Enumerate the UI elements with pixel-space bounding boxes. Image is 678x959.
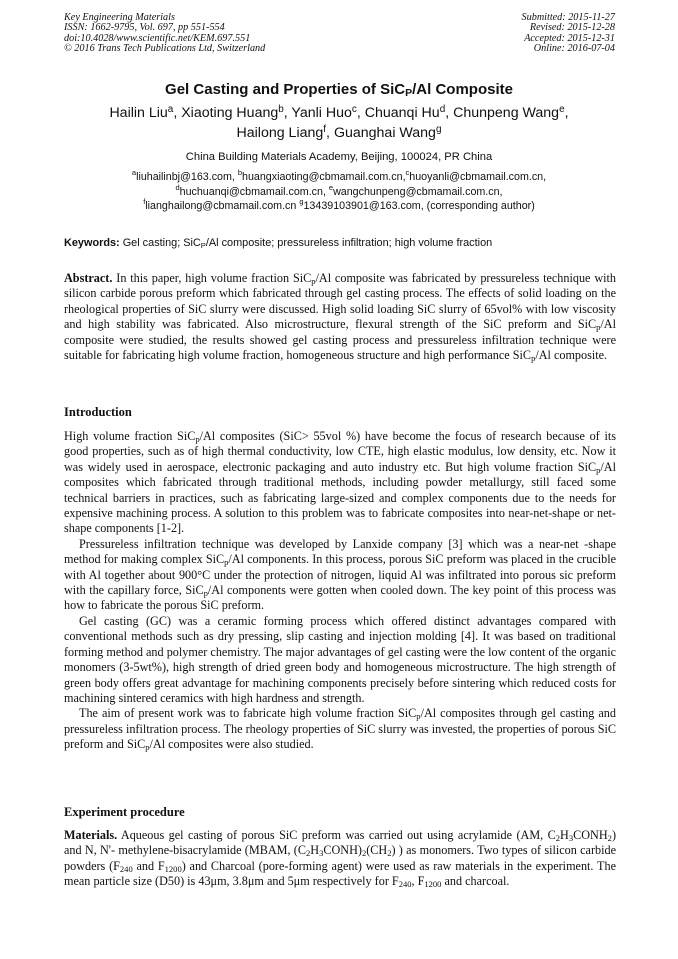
paragraph-text: CONH: [573, 828, 608, 842]
subscript: p: [203, 588, 208, 599]
paragraph-text: /Al components. In this process, porous SiC preform was placed in the crucible with Al together about 900°C under the protection of nitrogen, liquid Al was infiltrated into porous sic preform with the capillary force, SiC: [64, 552, 617, 598]
author-name: Yanli Huo: [291, 105, 352, 121]
subscript: 3: [568, 833, 574, 843]
paper-title: [0, 81, 678, 98]
abstract-text: /Al composite were studied, the results showed gel casting process and pressureless infiltration technique were suitable for fabricating high volume fraction, homogeneous structure and high performance SiC: [64, 317, 616, 363]
author-sep: ,: [564, 105, 569, 121]
paragraph-text: ) ) as monomers. Two types of silicon carbide powders (F: [64, 843, 617, 873]
keywords-text: Gel casting; SiC: [119, 237, 201, 249]
email-address: huchuanqi@cbmamail.com.cn,: [179, 185, 329, 198]
date-accepted: Accepted: 2015-12-31: [524, 32, 615, 44]
email-mark: e: [328, 182, 334, 192]
intro-paragraph-4: [64, 706, 616, 752]
subscript: 2: [555, 833, 561, 843]
abstract-text: /Al composite was fabricated by pressureless technique with silicon carbide porous preform which fabricated through gel casting process. The effects of solid loading on the rheological properties of SiC slurry were discussed. High solid loading SiC slurry of 65vol% with low viscosity and high stability was fabricated. Also microstructure, flexural strength of the SiC preform and SiC: [64, 271, 616, 332]
author-name: Guanghai Wang: [333, 124, 436, 141]
subscript: p: [145, 742, 150, 753]
email-list: [70, 170, 608, 214]
email-address: 13439103901@163.com, (corresponding author): [303, 200, 535, 212]
author-sep: ,: [283, 105, 292, 121]
email-address: wangchunpeng@cbmamail.com.cn,: [333, 185, 503, 198]
subscript: 2: [361, 848, 367, 859]
intro-paragraph-3: Gel casting (GC) was a ceramic forming process which offered distinct advantages compared with conventional methods such as dry pressing, slip casting and injection molding [4]. It was based on traditional forming method and polymer chemistry. The major advantages of gel casting were the low content of the organic monomers (3-5wt%), high strength of dried green body and homogeneous microstructure. The high strength of green body offers great advantage for machining components precisely before sintering which reduced costs for machining sintered ceramics with high hardness and strength.: [64, 613, 616, 705]
author-mark: c: [351, 104, 357, 115]
paragraph-text: , F: [411, 874, 425, 889]
paragraph-text: ) and Charcoal (pore-forming agent) were used as raw materials in the experiment. The mean particle size (D50) is 43μm, 3.8μm and 5μm respectively for F: [64, 858, 616, 889]
email-address: liuhailinbj@163.com,: [136, 171, 238, 183]
paragraph-text: /Al composites which fabricated through traditional methods, including powder metallurgy, still faced some technical barriers in practices, such as fabricating large-sized and complex components due to the needs for expensive machining process. A solution to this problem was to fabricate composites into near-net-shape or net-shape components [1-2].: [64, 459, 616, 536]
subscript: 1200: [164, 863, 182, 874]
subscript: 2: [387, 848, 392, 859]
subscript: p: [596, 464, 601, 475]
materials-paragraph: [64, 828, 616, 890]
affiliation: China Building Materials Academy, Beijing, 100024, PR China: [185, 151, 493, 163]
date-revised: Revised: 2015-12-28: [529, 22, 615, 34]
keywords: [64, 237, 616, 249]
date-submitted: Submitted: 2015-11-27: [521, 12, 615, 23]
subscript: p: [416, 711, 421, 722]
author-sep: ,: [326, 124, 334, 141]
subscript: 240: [119, 863, 133, 874]
paragraph-text: /Al composites through gel casting and pressureless infiltration process. The rheology properties of SiC slurry was invested, the properties of porous SiC preform and SiC: [64, 706, 616, 752]
paragraph-text: CONH): [323, 843, 362, 858]
subscript: p: [311, 276, 316, 286]
email-mark: a: [131, 168, 137, 177]
author-sep: ,: [173, 105, 182, 121]
journal-issn: ISSN: 1662-9795, Vol. 697, pp 551-554: [64, 22, 225, 34]
author-mark: b: [278, 104, 284, 115]
abstract-label: Abstract.: [64, 271, 113, 285]
author-mark: f: [323, 123, 327, 135]
author-mark: e: [559, 104, 565, 115]
subscript: p: [531, 353, 536, 364]
email-mark: b: [237, 168, 243, 177]
materials-label: Materials.: [64, 828, 118, 842]
author-name: Xiaoting Huang: [181, 105, 279, 121]
paragraph-text: /Al composites were also studied.: [149, 737, 314, 752]
paragraph-text: and F: [132, 858, 165, 873]
keywords-subscript: P: [200, 241, 206, 250]
subscript: 240: [398, 879, 412, 890]
author-name: Hailong Liang: [236, 124, 324, 141]
author-list: [70, 104, 608, 143]
email-mark: d: [175, 182, 180, 192]
paragraph-text: and charcoal.: [441, 874, 510, 889]
subscript: 2: [607, 833, 612, 843]
subscript: p: [195, 434, 200, 444]
title-text: Gel Casting and Properties of SiC: [165, 81, 406, 98]
paragraph-text: Aqueous gel casting of porous SiC preform was carried out using acrylamide (AM, C: [117, 828, 556, 842]
introduction-heading: Introduction: [64, 405, 132, 419]
paragraph-text: /Al components were gotten when cooled down. The key point of this process was how to fabricate the porous SiC preform.: [64, 583, 616, 613]
title-text-end: /Al Composite: [412, 81, 513, 98]
paragraph-text: H: [310, 843, 320, 858]
paragraph-text: /Al composites (SiC> 55vol %) have become the focus of research because of its good properties, such as of high thermal conductivity, low CTE, high elastic modulus, low density, etc. Now it was widely used in aerospace, electronic packaging and auto industry etc. But high volume fraction SiC: [64, 429, 616, 474]
author-name: Chuanqi Hu: [364, 105, 440, 121]
email-address: huangxiaoting@cbmamail.com.cn,: [242, 171, 406, 183]
journal-doi: doi:10.4028/www.scientific.net/KEM.697.551: [64, 32, 251, 44]
intro-paragraph-2: [64, 537, 616, 614]
title-subscript: P: [405, 87, 413, 99]
experiment-heading: Experiment procedure: [64, 805, 185, 819]
journal-name: Key Engineering Materials: [64, 12, 175, 23]
abstract-text: In this paper, high volume fraction SiC: [112, 271, 312, 285]
author-mark: a: [167, 104, 174, 115]
introduction-body: [64, 429, 616, 753]
intro-paragraph-1: [64, 429, 616, 537]
author-sep: ,: [445, 105, 454, 121]
paragraph-text: ) and N, N'- methylene-bisacrylamide (MBAM, (C: [64, 828, 616, 858]
keywords-label: Keywords:: [64, 237, 120, 249]
abstract-text: /Al composite.: [535, 348, 608, 363]
email-mark: c: [405, 168, 410, 177]
subscript: 2: [306, 848, 311, 859]
paragraph-text: (CH: [366, 843, 388, 858]
paragraph-text: Pressureless infiltration technique was developed by Lanxide company [3] which was a near-net -shape method for making complex SiC: [64, 536, 616, 567]
subscript: p: [224, 557, 229, 568]
subscript: 3: [319, 848, 324, 859]
paragraph-text: The aim of present work was to fabricate high volume fraction SiC: [79, 706, 417, 721]
journal-info: [64, 13, 265, 54]
email-address: huoyanli@cbmamail.com.cn,: [409, 171, 547, 183]
journal-copyright: © 2016 Trans Tech Publications Ltd, Switzerland: [64, 42, 266, 54]
subscript: p: [596, 322, 601, 333]
date-online: Online: 2016-07-04: [533, 42, 615, 54]
author-sep: ,: [356, 105, 365, 121]
subscript: 1200: [424, 879, 442, 890]
keywords-text-end: /Al composite; pressureless infiltration; high volume fraction: [205, 237, 493, 249]
abstract: [64, 271, 616, 363]
paragraph-text: High volume fraction SiC: [64, 429, 196, 443]
author-mark: d: [439, 104, 446, 115]
email-mark: f: [143, 197, 146, 206]
author-name: Hailin Liu: [109, 105, 168, 121]
author-name: Chunpeng Wang: [453, 105, 560, 121]
paragraph-text: H: [560, 828, 569, 842]
email-mark: g: [299, 197, 304, 206]
email-address: lianghailong@cbmamail.com.cn: [145, 200, 300, 212]
submission-dates: [522, 13, 615, 54]
author-mark: g: [435, 123, 442, 135]
